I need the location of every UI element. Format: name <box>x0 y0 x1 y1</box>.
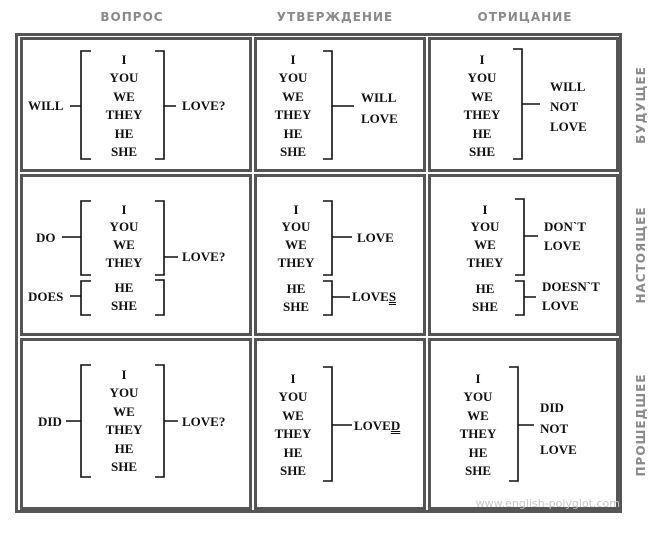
present-negative-dont: DON`T <box>544 219 586 234</box>
present-question-do: DO <box>36 230 56 245</box>
pronoun-they: THEY <box>274 107 312 122</box>
pronoun-you: YOU <box>281 219 311 234</box>
pronoun-we: WE <box>282 408 304 423</box>
pronoun-he: HE <box>472 126 492 141</box>
pronoun-you: YOU <box>463 389 493 404</box>
past-affirmative-loved-ending: D <box>390 418 401 433</box>
pronoun-i: I <box>290 371 296 386</box>
pronoun-she: SHE <box>110 459 138 474</box>
past-question-verb: LOVE? <box>182 414 226 429</box>
pronoun-they: THEY <box>277 255 315 270</box>
future-affirmative-love: LOVE <box>361 111 398 126</box>
past-affirmative-bracket <box>320 366 356 482</box>
pronoun-you: YOU <box>109 219 139 234</box>
pronoun-he: HE <box>468 445 488 460</box>
pronoun-we: WE <box>467 408 489 423</box>
present-affirmative-plural-bracket <box>320 200 358 276</box>
future-affirmative-will: WILL <box>361 90 397 105</box>
pronoun-i: I <box>290 52 296 67</box>
pronoun-he: HE <box>475 281 495 296</box>
future-negative-not: NOT <box>550 99 579 114</box>
past-affirmative-loved-stem: LOVE <box>354 418 391 433</box>
present-question-does: DOES <box>28 289 64 304</box>
past-negative-love: LOVE <box>540 442 577 457</box>
present-affirmative-singular-bracket <box>320 280 356 316</box>
pronoun-we: WE <box>113 237 135 252</box>
past-affirmative-loved <box>354 417 400 435</box>
present-affirmative-loves-stem: LOVE <box>352 289 389 304</box>
pronoun-we: WE <box>282 89 304 104</box>
header-question: ВОПРОС <box>100 10 164 24</box>
pronoun-we: WE <box>113 89 135 104</box>
header-affirmative: УТВЕРЖДЕНИЕ <box>276 10 394 24</box>
pronoun-she: SHE <box>464 463 492 478</box>
past-question-right-bracket <box>150 364 182 478</box>
pronoun-they: THEY <box>105 255 143 270</box>
present-negative-dont-love: LOVE <box>544 238 581 253</box>
past-negative-not: NOT <box>540 421 569 436</box>
past-question-left-bracket <box>64 364 98 478</box>
pronoun-she: SHE <box>279 463 307 478</box>
pronoun-they: THEY <box>105 422 143 437</box>
pronoun-she: SHE <box>468 144 496 159</box>
watermark: www.english-polyglot.com <box>475 497 620 510</box>
pronoun-i: I <box>479 52 485 67</box>
pronoun-they: THEY <box>274 426 312 441</box>
pronoun-we: WE <box>285 237 307 252</box>
pronoun-you: YOU <box>278 70 308 85</box>
pronoun-he: HE <box>286 281 306 296</box>
pronoun-you: YOU <box>109 385 139 400</box>
pronoun-they: THEY <box>459 426 497 441</box>
present-question-right-bracket <box>150 200 182 316</box>
pronoun-we: WE <box>474 237 496 252</box>
future-question-verb: LOVE? <box>182 98 226 113</box>
pronoun-you: YOU <box>470 219 500 234</box>
present-question-verb: LOVE? <box>182 249 226 264</box>
pronoun-he: HE <box>283 445 303 460</box>
present-question-singular-left-bracket <box>70 280 98 316</box>
pronoun-she: SHE <box>110 298 138 313</box>
pronoun-she: SHE <box>110 144 138 159</box>
future-affirmative-bracket <box>320 50 360 160</box>
present-affirmative-love: LOVE <box>357 230 394 245</box>
future-negative-will: WILL <box>550 79 586 94</box>
pronoun-she: SHE <box>279 144 307 159</box>
past-negative-did: DID <box>540 400 564 415</box>
pronoun-they: THEY <box>105 107 143 122</box>
future-negative-bracket <box>510 48 550 160</box>
future-question-right-bracket <box>150 50 180 160</box>
present-negative-doesnt: DOESN`T <box>542 279 600 294</box>
pronoun-he: HE <box>283 126 303 141</box>
future-negative-love: LOVE <box>550 119 587 134</box>
pronoun-he: HE <box>114 280 134 295</box>
pronoun-we: WE <box>113 404 135 419</box>
present-affirmative-loves-ending: S <box>388 289 397 304</box>
pronoun-i: I <box>121 52 127 67</box>
present-negative-plural-bracket <box>512 198 542 276</box>
pronoun-she: SHE <box>282 299 310 314</box>
row-header-future: БУДУЩЕЕ <box>634 66 648 144</box>
row-header-present: НАСТОЯЩЕЕ <box>634 206 648 304</box>
pronoun-i: I <box>482 202 488 217</box>
past-question-aux: DID <box>38 414 62 429</box>
present-negative-singular-bracket <box>512 280 542 316</box>
pronoun-he: HE <box>114 441 134 456</box>
pronoun-she: SHE <box>471 299 499 314</box>
past-negative-bracket <box>506 366 538 482</box>
pronoun-i: I <box>121 367 127 382</box>
pronoun-i: I <box>293 202 299 217</box>
present-affirmative-loves <box>352 288 396 306</box>
pronoun-i: I <box>121 202 127 217</box>
row-header-past: ПРОШЕДШЕЕ <box>634 373 648 477</box>
pronoun-they: THEY <box>466 255 504 270</box>
pronoun-they: THEY <box>463 107 501 122</box>
header-negative: ОТРИЦАНИЕ <box>477 10 573 24</box>
pronoun-i: I <box>475 371 481 386</box>
present-negative-doesnt-love: LOVE <box>542 298 579 313</box>
future-question-left-bracket <box>68 50 98 160</box>
present-question-plural-left-bracket <box>60 200 98 276</box>
pronoun-you: YOU <box>467 70 497 85</box>
pronoun-you: YOU <box>109 70 139 85</box>
pronoun-he: HE <box>114 126 134 141</box>
pronoun-we: WE <box>471 89 493 104</box>
pronoun-you: YOU <box>278 389 308 404</box>
future-question-aux: WILL <box>28 98 64 113</box>
